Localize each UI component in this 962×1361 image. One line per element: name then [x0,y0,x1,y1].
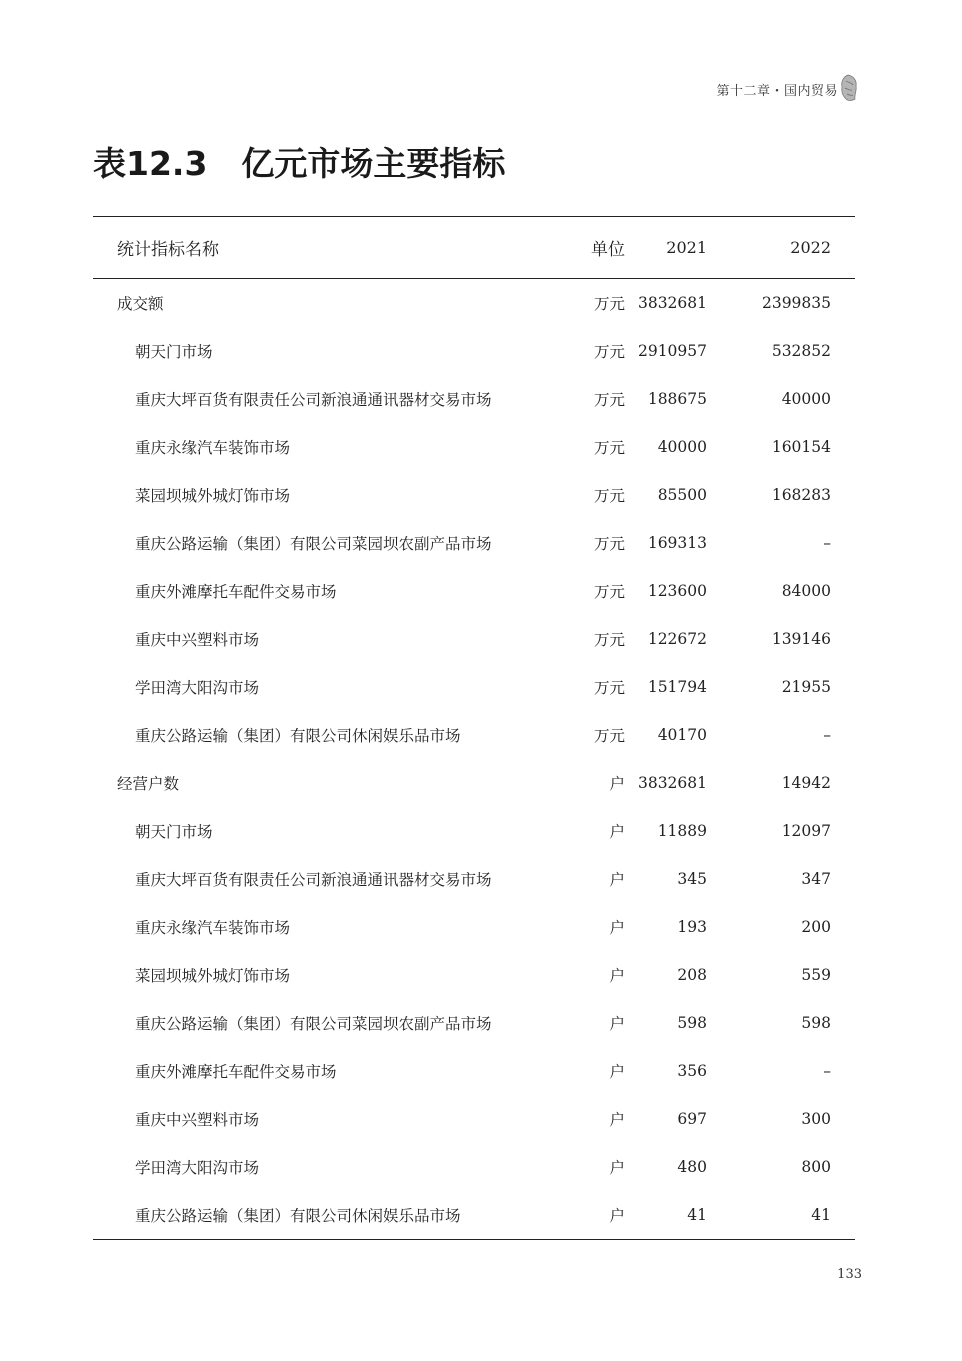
table-row [93,999,855,1047]
chapter-emblem-icon [840,74,858,102]
unit-cell: 万元 [593,727,625,745]
unit-cell: 万元 [593,535,625,553]
indicator-name-cell: 朝天门市场 [135,343,213,361]
header-year-2022: 2022 [731,217,855,279]
indicator-name-cell: 重庆公路运输（集团）有限公司菜园坝农副产品市场 [135,535,492,553]
unit-cell: 万元 [593,679,625,697]
value-2021-cell: 41 [627,1191,731,1240]
value-2021-cell: 193 [677,918,707,936]
value-2021-cell: 40000 [657,438,707,456]
value-2021-cell: 3832681 [637,774,707,792]
value-2022-cell: 598 [801,1014,831,1032]
table-row [93,1143,855,1191]
table-row [93,471,855,519]
indicator-name-cell: 重庆公路运输（集团）有限公司休闲娱乐品市场 [93,1191,563,1240]
value-2022-cell: – [823,726,831,744]
table-row [93,327,855,375]
table-row [93,567,855,615]
table-header-row [93,217,855,279]
unit-cell: 户 [563,1191,627,1240]
value-2022-cell: 12097 [781,822,831,840]
value-2022-cell: 347 [801,870,831,888]
indicator-name-cell: 重庆永缘汽车装饰市场 [135,439,291,457]
unit-cell: 万元 [593,439,625,457]
table-row [93,375,855,423]
header-indicator-name: 统计指标名称 [93,217,563,279]
value-2022-cell: 84000 [781,582,831,600]
value-2021-cell: 345 [677,870,707,888]
header-unit: 单位 [563,217,627,279]
table-row [93,615,855,663]
unit-cell: 万元 [593,343,625,361]
value-2022-cell: 168283 [771,486,831,504]
indicator-name-cell: 重庆外滩摩托车配件交易市场 [135,583,337,601]
value-2022-cell: 14942 [781,774,831,792]
table-row [93,903,855,951]
indicator-table [93,216,855,1240]
indicator-name-cell: 重庆中兴塑料市场 [135,631,260,649]
value-2021-cell: 188675 [647,390,707,408]
page-number: 133 [837,1267,862,1282]
unit-cell: 万元 [593,295,625,313]
indicator-name-cell: 菜园坝城外城灯饰市场 [135,967,291,985]
indicator-name-cell: 重庆大坪百货有限责任公司新浪通通讯器材交易市场 [135,871,492,889]
value-2021-cell: 2910957 [637,342,707,360]
unit-cell: 户 [609,967,625,985]
table-row [93,759,855,807]
indicator-name-cell: 重庆外滩摩托车配件交易市场 [135,1063,337,1081]
unit-cell: 万元 [593,487,625,505]
table-row [93,711,855,759]
table-row [93,855,855,903]
table-title-text: 亿元市场主要指标 [241,144,506,183]
value-2021-cell: 85500 [657,486,707,504]
indicator-name-cell: 重庆中兴塑料市场 [135,1111,260,1129]
unit-cell: 户 [609,1015,625,1033]
unit-cell: 户 [609,1159,625,1177]
value-2021-cell: 480 [677,1158,707,1176]
value-2021-cell: 122672 [647,630,707,648]
table-row [93,951,855,999]
value-2021-cell: 598 [677,1014,707,1032]
value-2022-cell: – [823,1062,831,1080]
value-2021-cell: 151794 [647,678,707,696]
unit-cell: 万元 [593,631,625,649]
indicator-name-cell: 朝天门市场 [135,823,213,841]
header-year-2021: 2021 [627,217,731,279]
indicator-name-cell: 经营户数 [117,775,180,793]
value-2021-cell: 123600 [647,582,707,600]
value-2022-cell: 41 [731,1191,855,1240]
table-row [93,423,855,471]
value-2022-cell: 40000 [781,390,831,408]
value-2022-cell: 200 [801,918,831,936]
table-row [93,519,855,567]
value-2022-cell: 532852 [771,342,831,360]
table-number: 表12.3 [93,144,208,183]
indicator-name-cell: 重庆大坪百货有限责任公司新浪通通讯器材交易市场 [135,391,492,409]
value-2022-cell: 21955 [781,678,831,696]
value-2022-cell: 139146 [771,630,831,648]
value-2021-cell: 356 [677,1062,707,1080]
table-row [93,807,855,855]
table-row [93,1095,855,1143]
table-row [93,1191,855,1240]
page-title [93,138,505,185]
indicator-name-cell: 学田湾大阳沟市场 [135,679,260,697]
value-2022-cell: – [823,534,831,552]
unit-cell: 户 [609,1111,625,1129]
value-2022-cell: 300 [801,1110,831,1128]
table-row [93,1047,855,1095]
table-row [93,663,855,711]
indicator-name-cell: 学田湾大阳沟市场 [135,1159,260,1177]
unit-cell: 户 [609,775,625,793]
value-2021-cell: 697 [677,1110,707,1128]
value-2022-cell: 2399835 [761,294,831,312]
value-2022-cell: 160154 [771,438,831,456]
unit-cell: 户 [609,823,625,841]
value-2021-cell: 3832681 [637,294,707,312]
indicator-name-cell: 菜园坝城外城灯饰市场 [135,487,291,505]
unit-cell: 户 [609,1063,625,1081]
value-2021-cell: 208 [677,966,707,984]
unit-cell: 户 [609,871,625,889]
unit-cell: 户 [609,919,625,937]
value-2022-cell: 559 [801,966,831,984]
running-head: 第十二章・国内贸易 [716,84,838,99]
value-2022-cell: 800 [801,1158,831,1176]
indicator-name-cell: 重庆公路运输（集团）有限公司菜园坝农副产品市场 [135,1015,492,1033]
unit-cell: 万元 [593,391,625,409]
indicator-name-cell: 重庆公路运输（集团）有限公司休闲娱乐品市场 [135,727,461,745]
indicator-name-cell: 成交额 [117,295,164,313]
table-row [93,279,855,328]
value-2021-cell: 40170 [657,726,707,744]
indicator-name-cell: 重庆永缘汽车装饰市场 [135,919,291,937]
value-2021-cell: 11889 [657,822,707,840]
unit-cell: 万元 [593,583,625,601]
value-2021-cell: 169313 [647,534,707,552]
